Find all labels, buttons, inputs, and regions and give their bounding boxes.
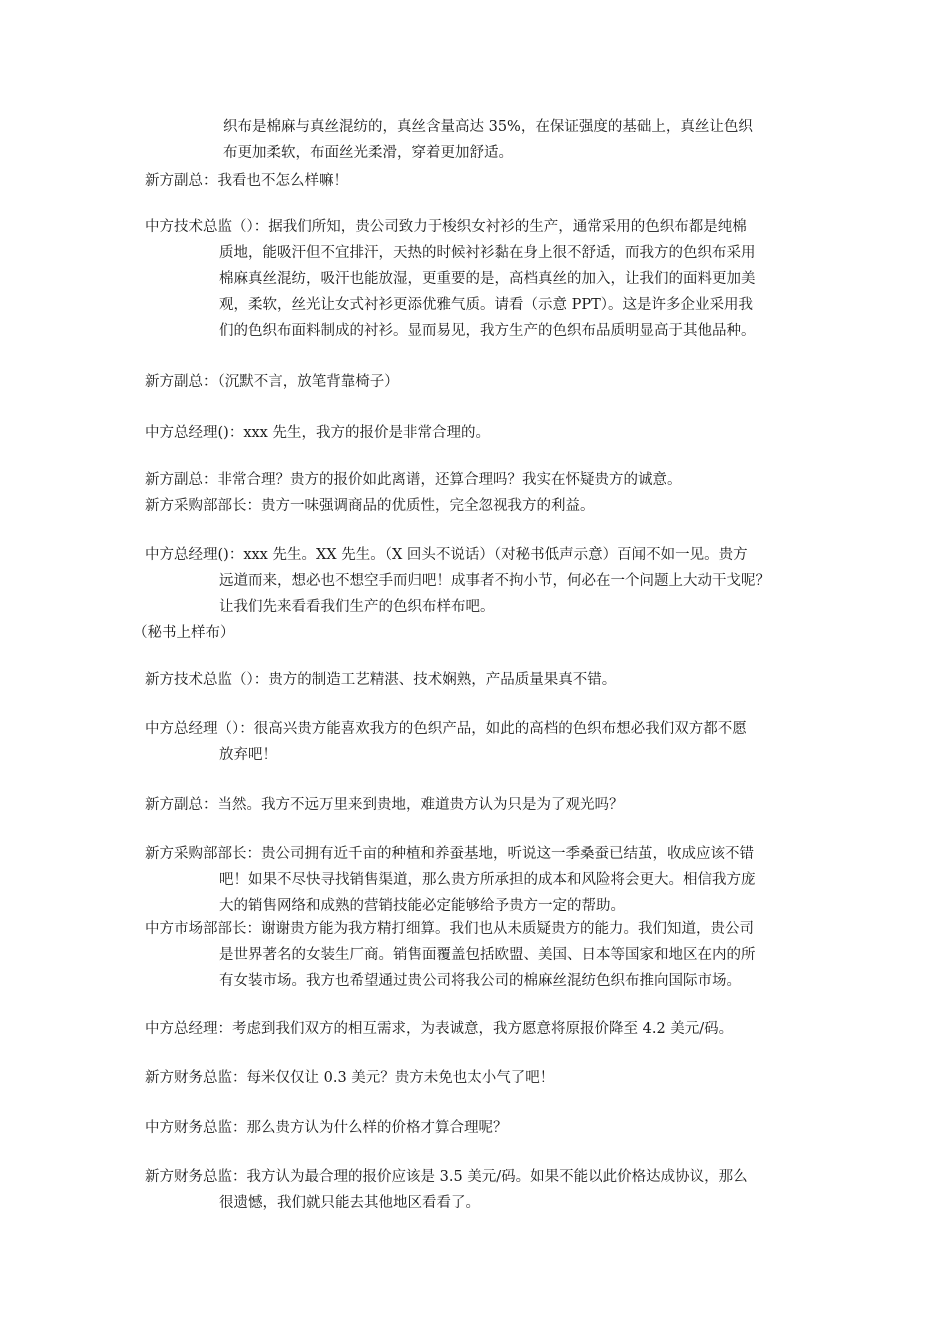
text-line: 新方技术总监（）：贵方的制造工艺精湛、技术娴熟，产品质量果真不错。 — [145, 672, 617, 688]
text-line: 远道而来，想必也不想空手而归吧！成事者不拘小节，何必在一个问题上大动干戈呢？ — [219, 573, 770, 589]
text-line: 中方总经理()：xxx 先生，我方的报价是非常合理的。 — [145, 425, 490, 441]
text-line: 中方技术总监（）：据我们所知，贵公司致力于梭织女衬衫的生产，通常采用的色织布都是纯棉 — [145, 219, 747, 235]
text-line: 有女装市场。我方也希望通过贵公司将我公司的棉麻丝混纺色织布推向国际市场。 — [219, 973, 741, 989]
text-line: 新方副总：我看也不怎么样嘛！ — [145, 173, 348, 189]
text-line: 布更加柔软，布面丝光柔滑，穿着更加舒适。 — [223, 145, 513, 161]
text-line: 新方副总：（沉默不言，放笔背靠椅子） — [145, 374, 399, 390]
text-line: 大的销售网络和成熟的营销技能必定能够给予贵方一定的帮助。 — [219, 898, 625, 914]
text-line: 新方财务总监：我方认为最合理的报价应该是 3.5 美元/码。如果不能以此价格达成协议，那么 — [145, 1169, 748, 1185]
paragraph-fabric-continuation — [145, 114, 807, 166]
text-line: 中方财务总监：那么贵方认为什么样的价格才算合理呢？ — [145, 1120, 508, 1136]
dialogue-line-zhong-general-manager — [145, 716, 807, 768]
text-line: 质地，能吸汗但不宜排汗，天热的时候衬衫黏在身上很不舒适，而我方的色织布采用 — [219, 245, 756, 261]
dialogue-line-zhong-general-manager — [145, 542, 807, 620]
text-line: 中方总经理：考虑到我们双方的相互需求，为表诚意，我方愿意将原报价降至 4.2 美元/码。 — [145, 1021, 734, 1037]
text-line: 中方总经理()：xxx 先生。XX 先生。（X 回头不说话）（对秘书低声示意）百闻不如一见。贵方 — [145, 547, 748, 563]
dialogue-line-xin-vice-president — [145, 792, 807, 818]
dialogue-line-xin-finance-director — [145, 1164, 807, 1216]
dialogue-line-xin-vice-president — [145, 369, 807, 395]
stage-direction — [133, 620, 795, 646]
text-line: 们的色织布面料制成的衬衫。显而易见，我方生产的色织布品质明显高于其他品种。 — [219, 323, 756, 339]
dialogue-line-zhong-finance-director — [145, 1115, 807, 1141]
text-line: 织布是棉麻与真丝混纺的，真丝含量高达 35%，在保证强度的基础上，真丝让色织 — [223, 119, 753, 135]
text-line: 新方副总：非常合理？贵方的报价如此离谱，还算合理吗？我实在怀疑贵方的诚意。 — [145, 472, 682, 488]
text-line: 中方总经理（）：很高兴贵方能喜欢我方的色织产品，如此的高档的色织布想必我们双方都不愿 — [145, 721, 747, 737]
dialogue-line-zhong-general-manager — [145, 1016, 807, 1042]
dialogue-line-xin-purchasing-head — [145, 841, 807, 919]
dialogue-line-zhong-general-manager — [145, 420, 807, 446]
text-line: 中方市场部部长：谢谢贵方能为我方精打细算。我们也从未质疑贵方的能力。我们知道，贵公司 — [145, 921, 754, 937]
text-line: 是世界著名的女装生厂商。销售面覆盖包括欧盟、美国、日本等国家和地区在内的所 — [219, 947, 756, 963]
text-line: 让我们先来看看我们生产的色织布样布吧。 — [219, 599, 495, 615]
text-line: 新方副总：当然。我方不远万里来到贵地，难道贵方认为只是为了观光吗？ — [145, 797, 624, 813]
text-line: 吧！如果不尽快寻找销售渠道，那么贵方所承担的成本和风险将会更大。相信我方庞 — [219, 872, 756, 888]
dialogue-line-xin-vice-president — [145, 168, 807, 194]
dialogue-line-xin-purchasing-head — [145, 493, 807, 519]
text-line: 新方财务总监：每米仅仅让 0.3 美元？贵方未免也太小气了吧！ — [145, 1070, 555, 1086]
text-line: 观，柔软，丝光让女式衬衫更添优雅气质。请看（示意 PPT）。这是许多企业采用我 — [219, 297, 754, 313]
dialogue-line-xin-finance-director — [145, 1065, 807, 1091]
text-line: 新方采购部部长：贵公司拥有近千亩的种植和养蚕基地，听说这一季桑蚕已结茧，收成应该不错 — [145, 846, 754, 862]
dialogue-line-zhong-marketing-head — [145, 916, 807, 994]
text-line: 新方采购部部长：贵方一味强调商品的优质性，完全忽视我方的利益。 — [145, 498, 595, 514]
text-line: 放弃吧！ — [219, 747, 277, 763]
dialogue-line-xin-tech-director — [145, 667, 807, 693]
text-line: 棉麻真丝混纺，吸汗也能放湿，更重要的是，高档真丝的加入，让我们的面料更加美 — [219, 271, 756, 287]
dialogue-line-xin-vice-president — [145, 467, 807, 493]
text-line: 很遗憾，我们就只能去其他地区看看了。 — [219, 1195, 480, 1211]
dialogue-line-zhong-tech-director — [145, 214, 807, 344]
text-line: （秘书上样布） — [133, 625, 235, 641]
